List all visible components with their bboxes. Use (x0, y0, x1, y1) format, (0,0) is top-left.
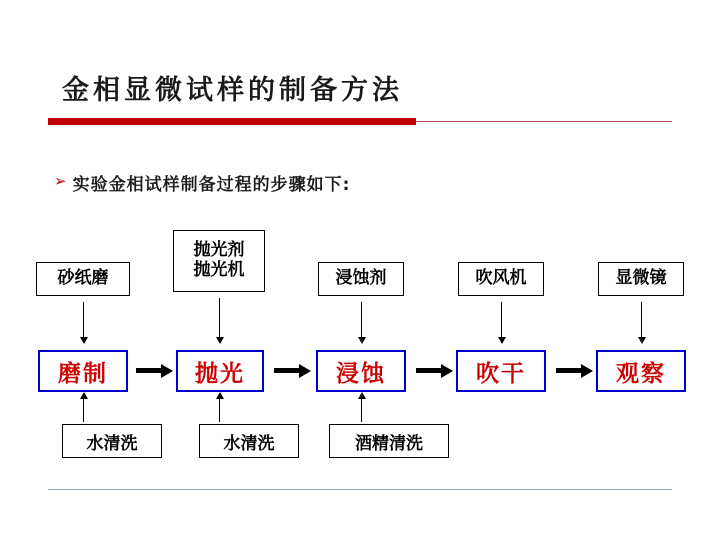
input-box-step-1 (36, 262, 130, 296)
step-box-4 (456, 350, 546, 392)
title-underline-thick (48, 118, 416, 125)
connector-arrow-2 (274, 368, 300, 373)
connector-arrow-3 (416, 368, 442, 373)
output-box-step-1-label: 水清洗 (86, 433, 138, 454)
bullet-arrow-icon: ➢ (54, 173, 67, 190)
step-box-5 (596, 350, 686, 392)
input-box-step-2 (173, 230, 265, 292)
input-box-step-3 (318, 262, 404, 296)
step-box-5-label: 观察 (616, 360, 666, 387)
output-box-step-2-label: 水清洗 (223, 433, 275, 454)
step-box-1 (38, 350, 128, 392)
step-box-1-label: 磨制 (58, 360, 108, 387)
input-box-step-4-label: 吹风机 (475, 268, 527, 289)
bullet-text: 实验金相试样制备过程的步骤如下: (72, 175, 351, 195)
arrow-down-step-5 (641, 302, 642, 338)
output-box-step-1 (62, 424, 162, 458)
page-title: 金相显微试样的制备方法 (62, 75, 403, 106)
step-box-3 (316, 350, 406, 392)
step-box-2-label: 抛光 (195, 360, 245, 387)
step-box-4-label: 吹干 (476, 360, 526, 387)
title-underline-thin (416, 121, 672, 122)
input-box-step-2-label-line2: 抛光机 (193, 260, 245, 280)
arrow-down-step-2 (219, 298, 220, 338)
footer-divider (48, 489, 672, 490)
step-box-3-label: 浸蚀 (336, 360, 386, 387)
step-box-2 (176, 350, 264, 392)
input-box-step-3-label: 浸蚀剂 (335, 268, 387, 289)
connector-arrow-4 (556, 368, 582, 373)
bullet-line (54, 170, 350, 195)
arrow-up-step-3 (361, 398, 362, 422)
arrow-up-step-2 (219, 398, 220, 422)
arrow-up-step-1 (83, 398, 84, 422)
arrow-down-step-3 (361, 302, 362, 338)
output-box-step-2 (199, 424, 299, 458)
input-box-step-2-label-line1: 抛光剂 (193, 240, 245, 261)
input-box-step-5-label: 显微镜 (615, 268, 667, 289)
arrow-down-step-4 (501, 302, 502, 338)
input-box-step-1-label: 砂纸磨 (57, 268, 109, 289)
input-box-step-5 (598, 262, 684, 296)
connector-arrow-1 (136, 368, 162, 373)
input-box-step-4 (458, 262, 544, 296)
arrow-down-step-1 (83, 302, 84, 338)
output-box-step-3 (329, 424, 449, 458)
output-box-step-3-label: 酒精清洗 (355, 433, 423, 454)
